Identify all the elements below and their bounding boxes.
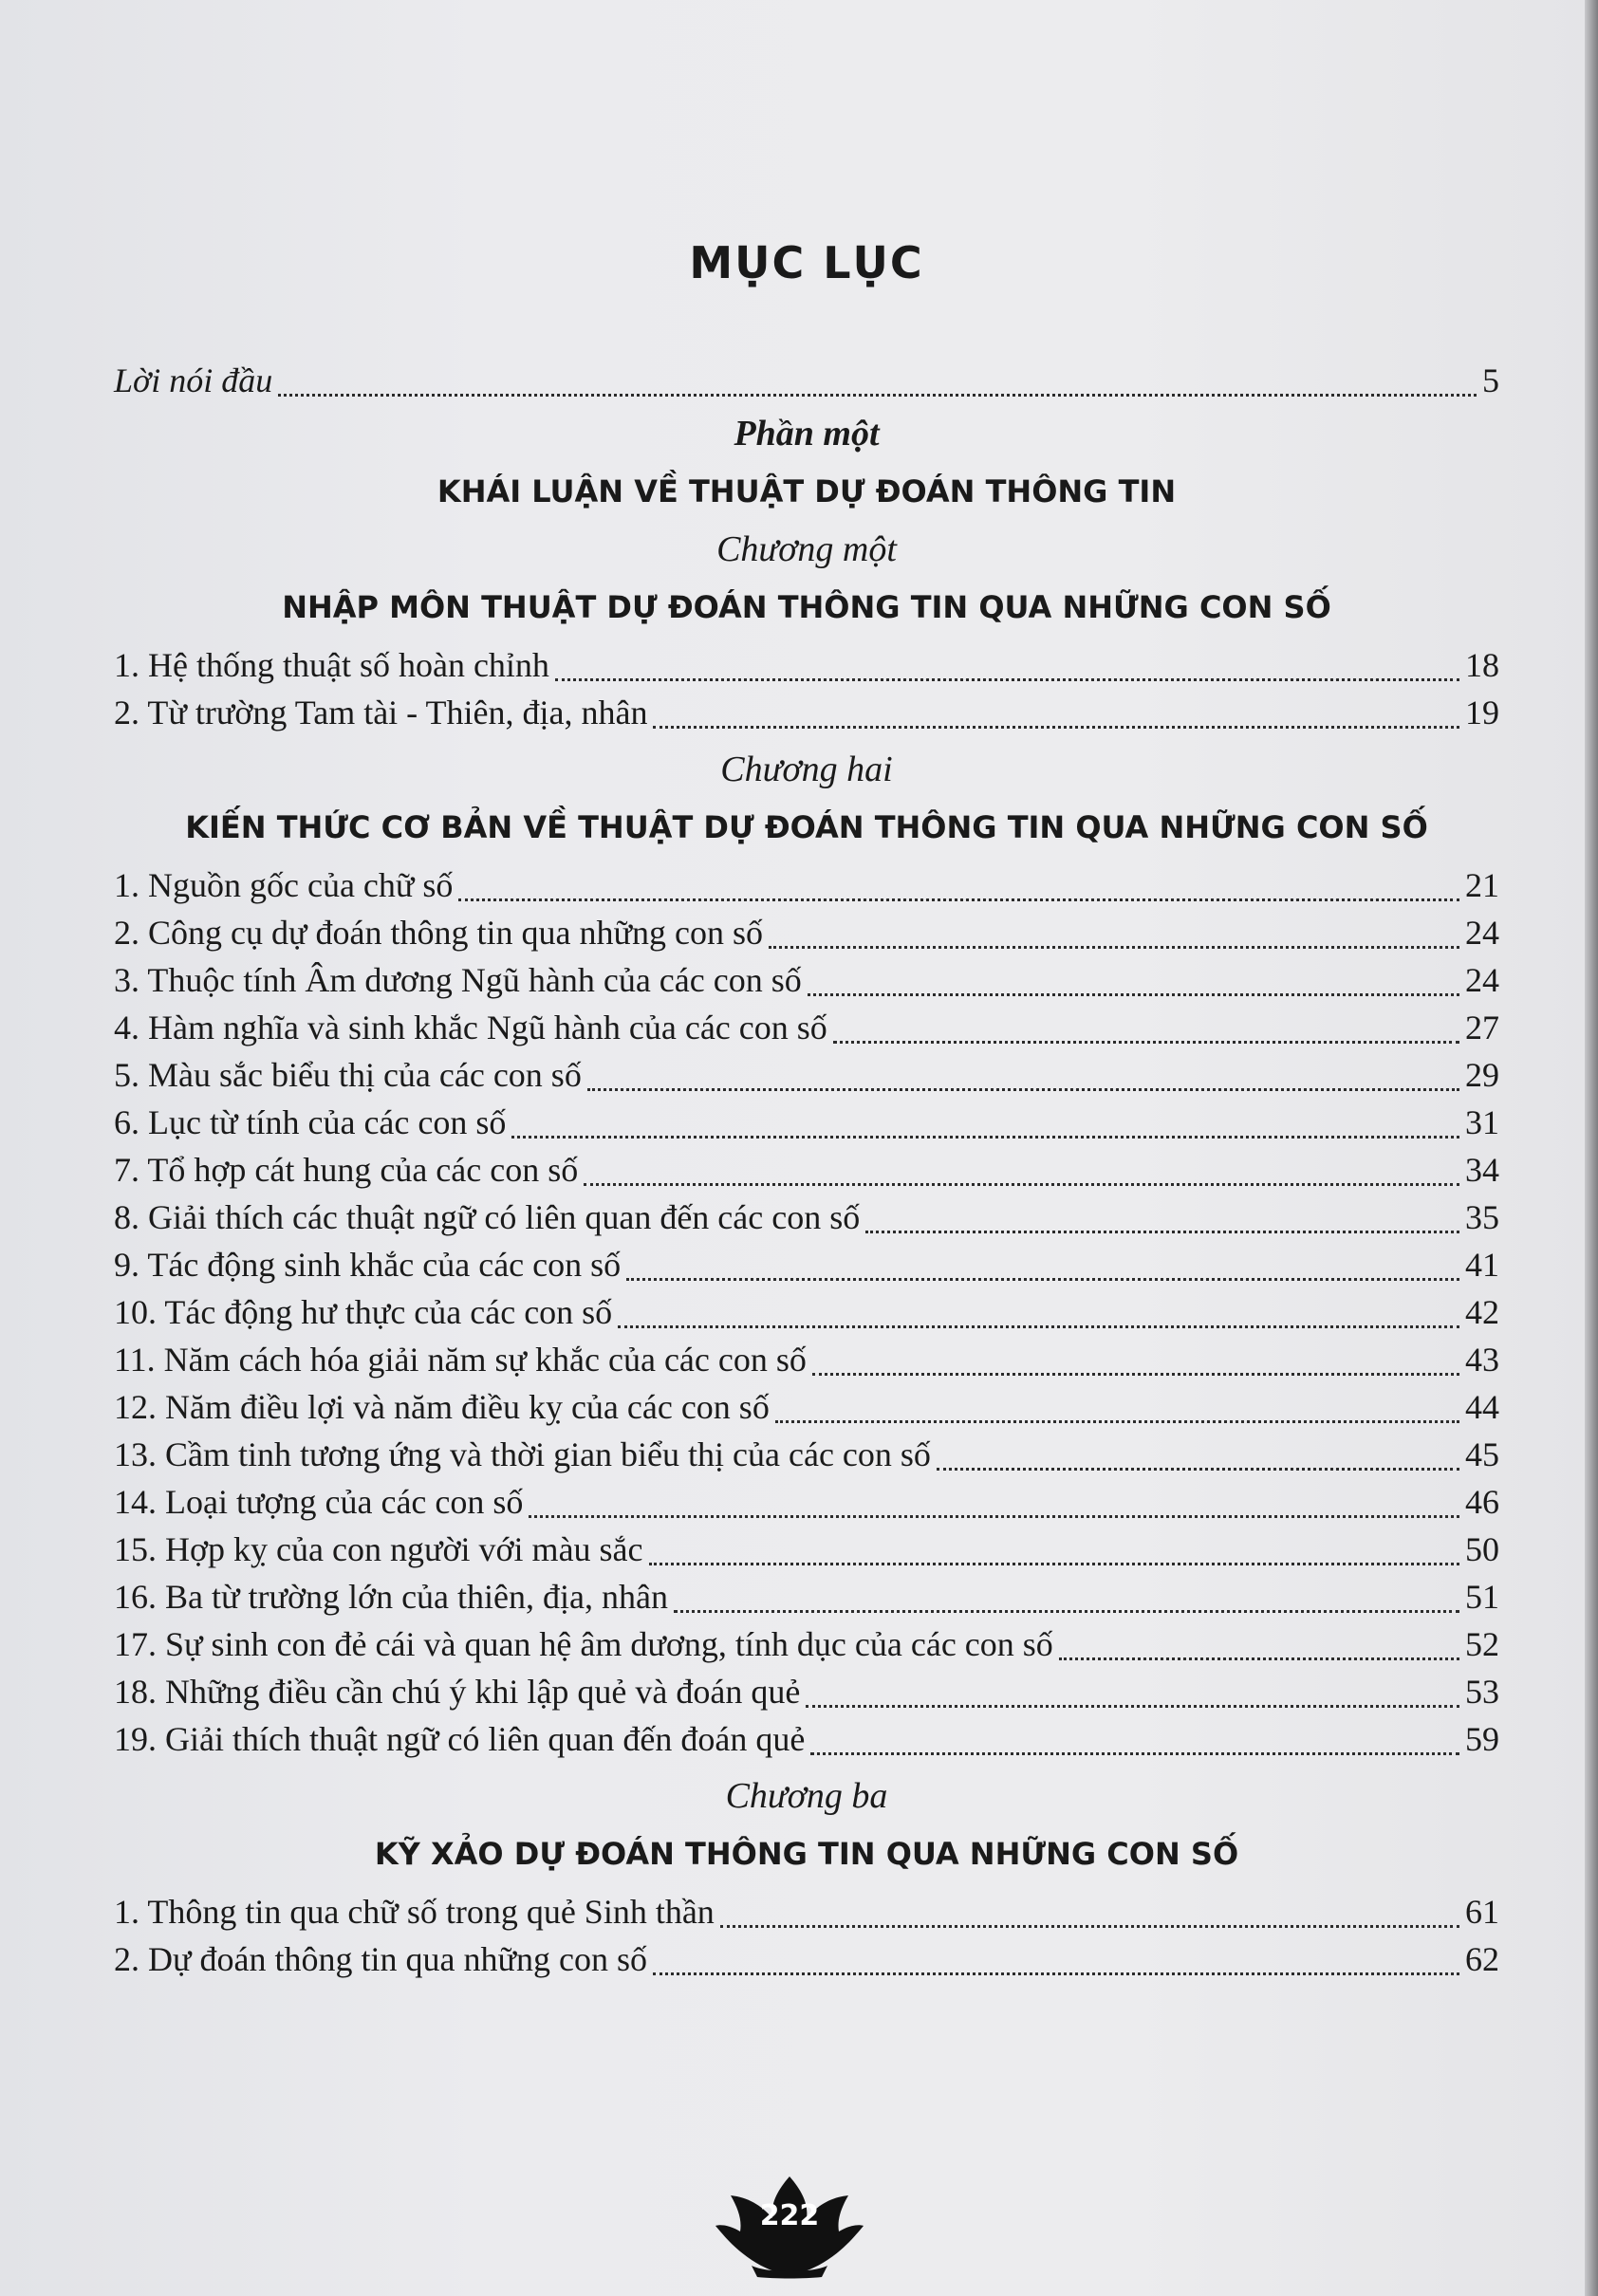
toc-entry-page: 27 (1465, 1009, 1499, 1046)
toc-entry-text: 4. Hàm nghĩa và sinh khắc Ngũ hành của các con số (114, 1009, 827, 1046)
chapter-2-heading: KIẾN THỨC CƠ BẢN VỀ THUẬT DỰ ĐOÁN THÔNG TIN QUA NHỮNG CON SỐ (185, 809, 1428, 845)
dot-leader (720, 1916, 1459, 1928)
toc-entry (114, 1051, 1499, 1099)
dot-leader (458, 889, 1459, 901)
toc-entry-page: 19 (1465, 694, 1499, 731)
toc-entry-text: 16. Ba từ trường lớn của thiên, địa, nhân (114, 1578, 668, 1616)
dot-leader (833, 1031, 1459, 1044)
chapter-1-entries (114, 641, 1499, 736)
toc-entry-text: 3. Thuộc tính Âm dương Ngũ hành của các con số (114, 961, 802, 999)
toc-entry-text: 12. Năm điều lợi và năm điều kỵ của các con số (114, 1388, 770, 1426)
toc-entry-text: 1. Hệ thống thuật số hoàn chỉnh (114, 646, 549, 684)
chapter-1-heading: NHẬP MÔN THUẬT DỰ ĐOÁN THÔNG TIN QUA NHỮNG CON SỐ (282, 589, 1331, 625)
toc-entry-preface (114, 357, 1499, 404)
dot-leader (812, 1363, 1459, 1376)
toc-entry-text: Lời nói đầu (114, 361, 273, 399)
toc-entry-page: 46 (1465, 1483, 1499, 1521)
toc-entry (114, 1935, 1499, 1983)
toc-entry-page: 53 (1465, 1673, 1499, 1711)
toc-entry (114, 1336, 1499, 1383)
dot-leader (769, 936, 1459, 949)
toc-entry (114, 1288, 1499, 1336)
toc-entry (114, 1383, 1499, 1431)
toc-entry-page: 59 (1465, 1720, 1499, 1758)
toc-entry-text: 2. Từ trường Tam tài - Thiên, địa, nhân (114, 694, 648, 731)
toc-entry (114, 1241, 1499, 1288)
toc-entry (114, 1146, 1499, 1194)
dot-leader (529, 1506, 1459, 1518)
dot-leader (278, 384, 1477, 397)
toc-title: MỤC LỤC (689, 237, 924, 288)
toc-entry-page: 35 (1465, 1198, 1499, 1236)
toc-entry-text: 2. Dự đoán thông tin qua những con số (114, 1940, 647, 1978)
toc-entry (114, 956, 1499, 1004)
dot-leader (937, 1458, 1459, 1471)
toc-entry-page: 52 (1465, 1625, 1499, 1663)
toc-entry-page: 62 (1465, 1940, 1499, 1978)
toc-entry-page: 42 (1465, 1293, 1499, 1331)
dot-leader (865, 1221, 1459, 1233)
toc-entry-page: 31 (1465, 1103, 1499, 1141)
table-of-contents (114, 237, 1499, 1983)
toc-entry (114, 909, 1499, 956)
toc-entry-text: 14. Loại tượng của các con số (114, 1483, 524, 1521)
toc-entry-page: 45 (1465, 1435, 1499, 1473)
toc-entry-text: 18. Những điều cần chú ý khi lập quẻ và đoán quẻ (114, 1673, 801, 1711)
toc-entry-page: 44 (1465, 1388, 1499, 1426)
toc-entry (114, 1668, 1499, 1715)
dot-leader (649, 1553, 1459, 1565)
toc-entry-page: 41 (1465, 1246, 1499, 1284)
chapter-3-entries (114, 1888, 1499, 1983)
chapter-3-heading: KỸ XẢO DỰ ĐOÁN THÔNG TIN QUA NHỮNG CON SỐ (374, 1836, 1239, 1872)
toc-entry-text: 11. Năm cách hóa giải năm sự khắc của các con số (114, 1341, 807, 1379)
toc-entry-page: 24 (1465, 961, 1499, 999)
toc-entry (114, 1099, 1499, 1146)
dot-leader (806, 1695, 1459, 1708)
toc-entry-text: 6. Lục từ tính của các con số (114, 1103, 507, 1141)
toc-entry-text: 1. Nguồn gốc của chữ số (114, 866, 454, 904)
toc-entry (114, 1526, 1499, 1573)
toc-entry (114, 1573, 1499, 1620)
part-heading: KHÁI LUẬN VỀ THUẬT DỰ ĐOÁN THÔNG TIN (437, 473, 1177, 509)
toc-entry-text: 15. Hợp kỵ của con người với màu sắc (114, 1530, 643, 1568)
toc-entry (114, 1194, 1499, 1241)
dot-leader (674, 1601, 1459, 1613)
chapter-3-label: Chương ba (725, 1776, 888, 1816)
toc-entry-text: 10. Tác động hư thực của các con số (114, 1293, 613, 1331)
toc-entry-text: 2. Công cụ dự đoán thông tin qua những con số (114, 914, 763, 952)
toc-entry-text: 13. Cầm tinh tương ứng và thời gian biểu thị của các con số (114, 1435, 931, 1473)
dot-leader (653, 1963, 1459, 1975)
toc-entry-text: 17. Sự sinh con đẻ cái và quan hệ âm dương, tính dục của các con số (114, 1625, 1053, 1663)
chapter-2-entries (114, 861, 1499, 1763)
toc-entry-text: 7. Tổ hợp cát hung của các con số (114, 1151, 579, 1189)
dot-leader (618, 1316, 1459, 1328)
toc-entry-page: 29 (1465, 1056, 1499, 1094)
toc-entry-page: 18 (1465, 646, 1499, 684)
toc-entry (114, 1004, 1499, 1051)
toc-entry (114, 641, 1499, 689)
dot-leader (1059, 1648, 1459, 1660)
toc-entry-page: 34 (1465, 1151, 1499, 1189)
toc-entry-text: 8. Giải thích các thuật ngữ có liên quan đến các con số (114, 1198, 861, 1236)
dot-leader (587, 1079, 1459, 1091)
toc-entry (114, 1888, 1499, 1935)
chapter-1-label: Chương một (716, 529, 897, 569)
toc-entry-text: 19. Giải thích thuật ngữ có liên quan đến đoán quẻ (114, 1720, 806, 1758)
dot-leader (584, 1174, 1459, 1186)
part-label: Phần một (734, 414, 880, 454)
toc-entry (114, 1431, 1499, 1478)
toc-entry-page: 43 (1465, 1341, 1499, 1379)
dot-leader (653, 716, 1459, 729)
toc-entry (114, 861, 1499, 909)
page-number: 222 (759, 2199, 820, 2232)
toc-entry (114, 1620, 1499, 1668)
dot-leader (511, 1126, 1459, 1139)
dot-leader (810, 1743, 1459, 1755)
dot-leader (775, 1411, 1459, 1423)
toc-entry-page: 61 (1465, 1893, 1499, 1931)
toc-entry (114, 1478, 1499, 1526)
dot-leader (626, 1268, 1459, 1281)
toc-entry (114, 1715, 1499, 1763)
page-edge-shadow (1585, 0, 1598, 2296)
toc-entry-text: 1. Thông tin qua chữ số trong quẻ Sinh thần (114, 1893, 715, 1931)
toc-entry-page: 51 (1465, 1578, 1499, 1616)
toc-entry-page: 50 (1465, 1530, 1499, 1568)
dot-leader (808, 984, 1459, 996)
chapter-2-label: Chương hai (720, 750, 893, 789)
toc-entry-page: 21 (1465, 866, 1499, 904)
toc-entry-page: 24 (1465, 914, 1499, 952)
toc-entry-text: 5. Màu sắc biểu thị của các con số (114, 1056, 582, 1094)
toc-entry-text: 9. Tác động sinh khắc của các con số (114, 1246, 622, 1284)
toc-entry (114, 689, 1499, 736)
dot-leader (555, 669, 1459, 681)
toc-entry-page: 5 (1482, 361, 1499, 399)
